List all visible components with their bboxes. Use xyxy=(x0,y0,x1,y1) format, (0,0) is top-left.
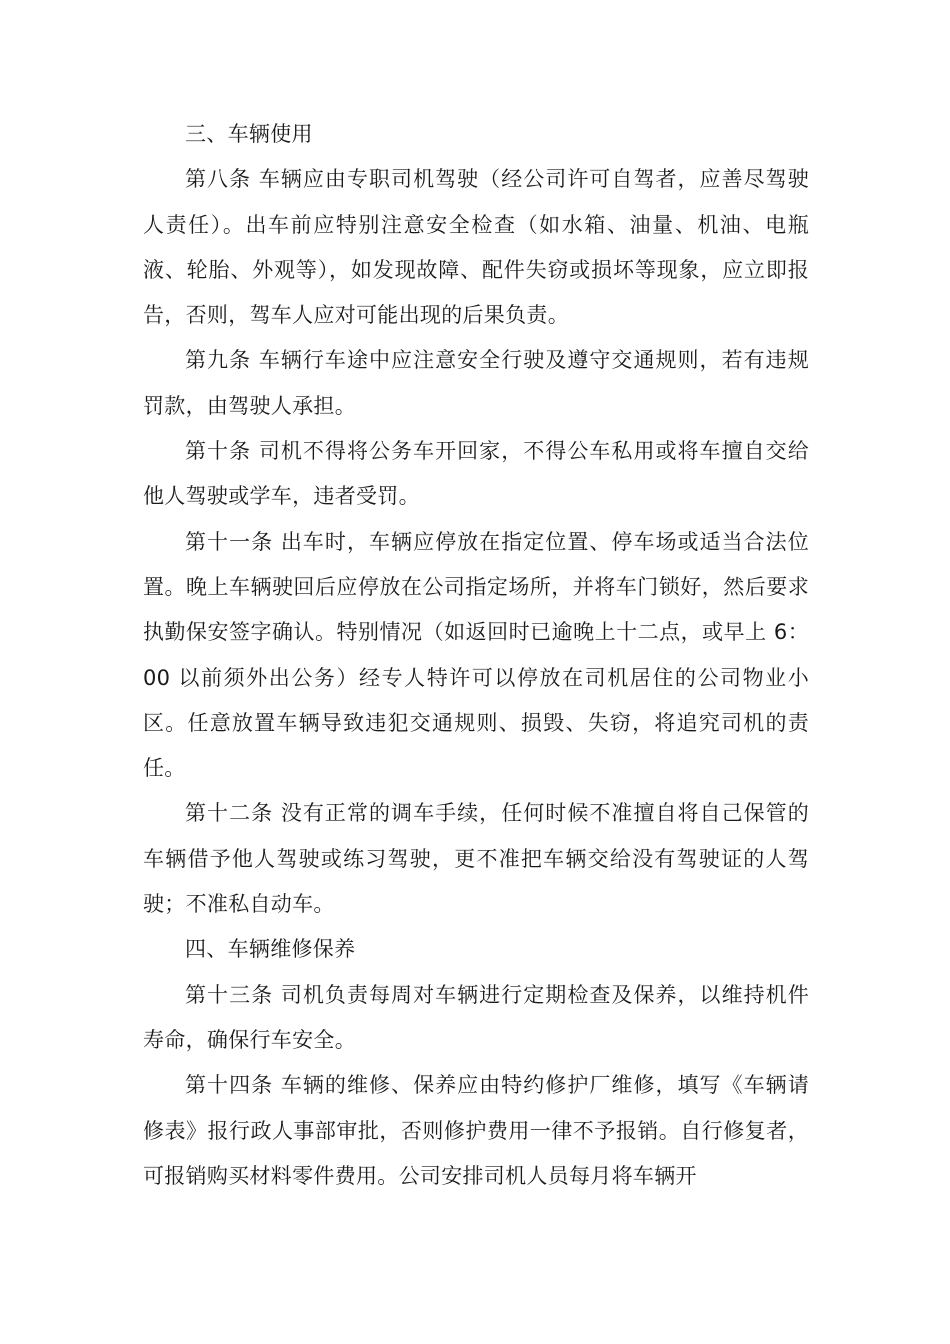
article-14-paragraph: 第十四条 车辆的维修、保养应由特约修护厂维修，填写《车辆请修表》报行政人事部审批，否则修护费用一律不予报销。自行修复者，可报销购买材料零件费用。公司安排司机人员每月将车辆开 xyxy=(143,1073,809,1188)
document-body xyxy=(143,112,809,1199)
article-13-paragraph: 第十三条 司机负责每周对车辆进行定期检查及保养，以维持机件寿命，确保行车安全。 xyxy=(143,982,809,1052)
article-11-paragraph: 第十一条 出车时，车辆应停放在指定位置、停车场或适当合法位置。晚上车辆驶回后应停放在公司指定场所，并将车门锁好，然后要求执勤保安签字确认。特别情况（如返回时已逾晚上十二点，或早上 6：00 以前须外出公务）经专人特许可以停放在司机居住的公司物业小区。任意放置车辆导致违犯交通规则、损毁、失窃，将追究司机的责任。 xyxy=(143,529,809,781)
article-12-paragraph: 第十二条 没有正常的调车手续，任何时候不准擅自将自己保管的车辆借予他人驾驶或练习驾驶，更不准把车辆交给没有驾驶证的人驾驶；不准私自动车。 xyxy=(143,801,809,917)
article-10-paragraph: 第十条 司机不得将公务车开回家，不得公车私用或将车擅自交给他人驾驶或学车，违者受罚。 xyxy=(143,439,809,509)
section-heading-maintenance: 四、车辆维修保养 xyxy=(185,937,356,962)
article-9-paragraph: 第九条 车辆行车途中应注意安全行驶及遵守交通规则，若有违规罚款，由驾驶人承担。 xyxy=(143,348,809,418)
section-heading-vehicle-use: 三、车辆使用 xyxy=(185,122,313,146)
article-8-paragraph: 第八条 车辆应由专职司机驾驶（经公司许可自驾者，应善尽驾驶人责任）。出车前应特别注意安全检查（如水箱、油量、机油、电瓶液、轮胎、外观等），如发现故障、配件失窃或损坏等现象，应立即报告，否则，驾车人应对可能出现的后果负责。 xyxy=(143,167,809,328)
